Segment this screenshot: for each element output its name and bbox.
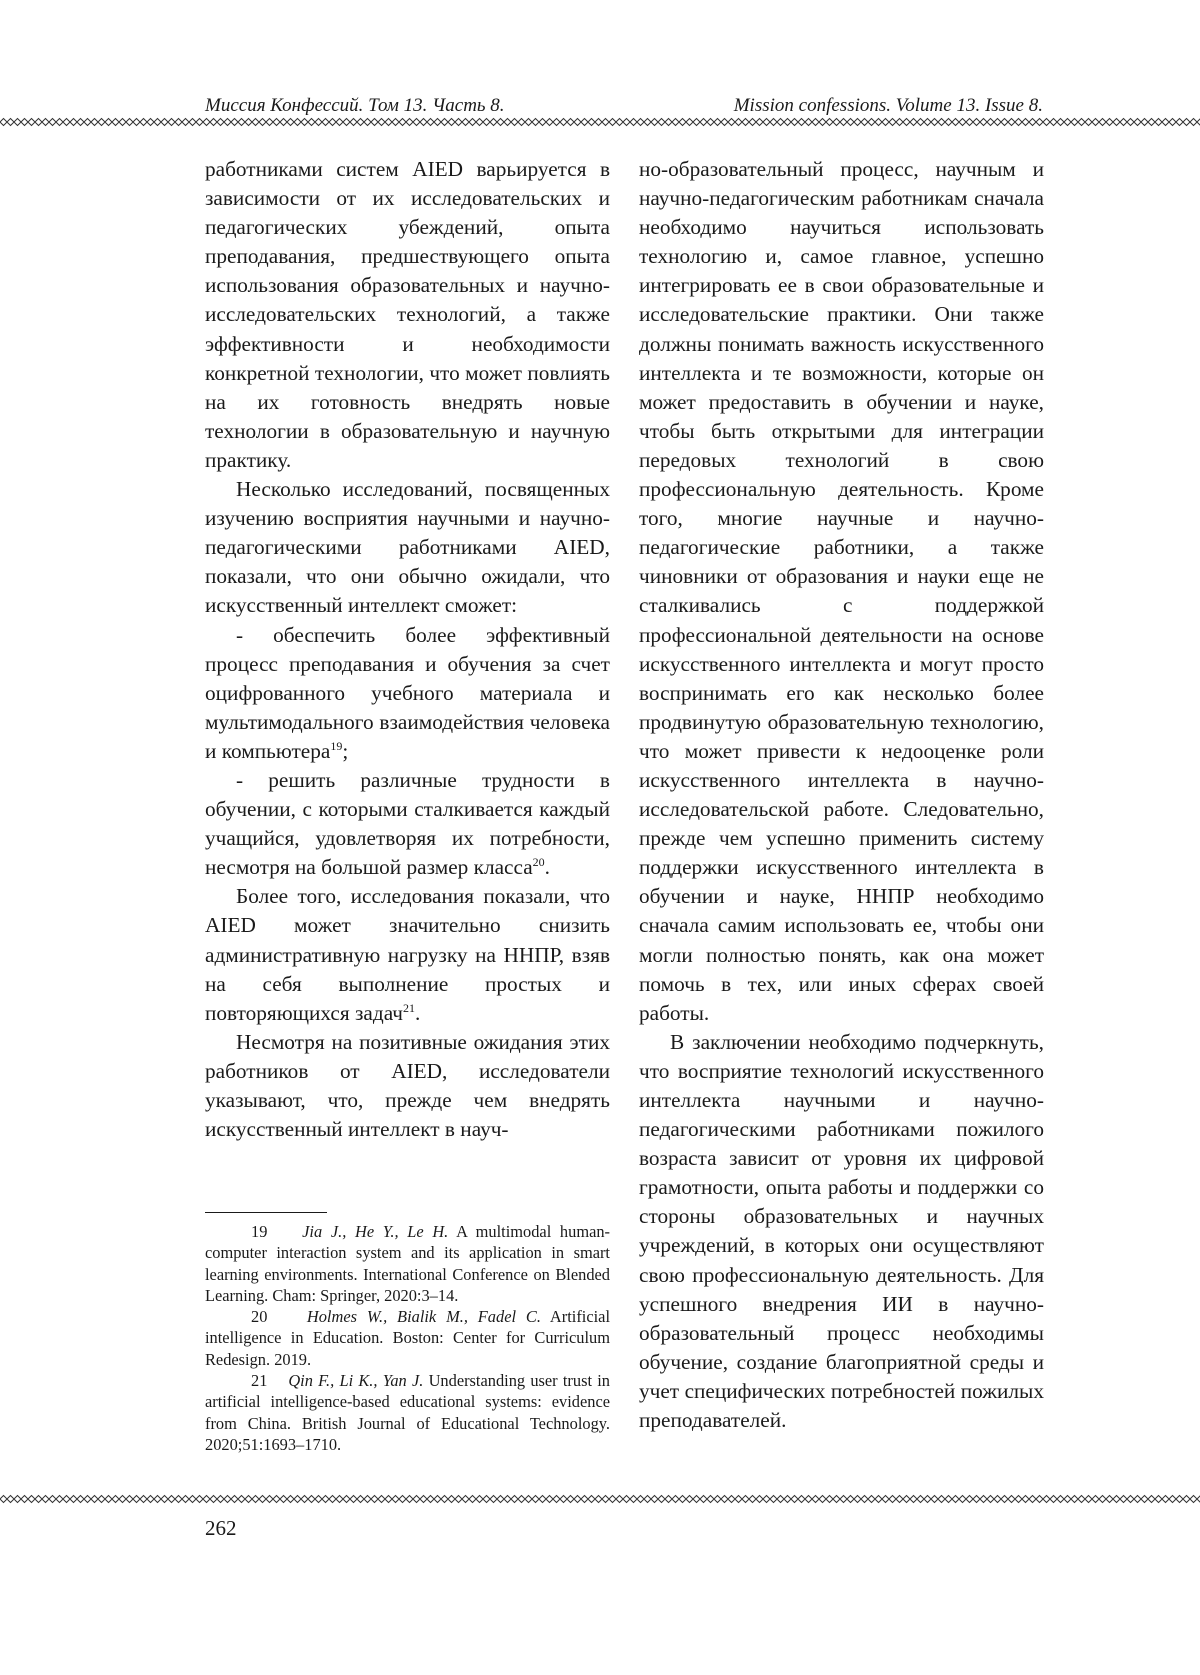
list-item: - решить различные трудности в обучении, с которыми сталкивается каждый учащийся, удовлетворяя их потребности, несмотря на большой размер класса$^{20}$. xyxy=(205,767,610,880)
footnotes xyxy=(205,1221,610,1455)
body-paragraph: но-образовательный процесс, научным и научно-педагогическим работникам сначала необходимо научиться использовать технологию и, самое главное, успешно интегрировать ее в свои образовательные и исследовательские практики. Они также должны понимать важность искусственного интеллекта и те возможности, которые он может предоставить в обучении и науке, чтобы быть открытыми для интеграции передовых технологий в свою профессиональную деятельность. Кроме того, многие научные и научно-педагогические работники, а также чиновники от образования и науки еще не сталкивались с поддержкой профессиональной деятельности на основе искусственного интеллекта и могут просто воспринимать его как несколько более продвинутую образовательную технологию, что может привести к недооценке роли искусственного интеллекта в научно-исследовательской работе. Следовательно, прежде чем успешно применить систему поддержки искусственного интеллекта в обучении и науке, ННПР необходимо сначала самим использовать ее, чтобы они могли полностью понять, как она может помочь в тех, или иных сферах своей работы. xyxy=(639,157,1044,1025)
page-number: 262 xyxy=(205,1516,237,1540)
body-paragraph: Более того, исследования показали, что AIED может значительно снизить административную нагрузку на ННПР, взяв на себя выполнение простых и повторяющихся задач$^{21}$. xyxy=(205,884,610,1025)
body-paragraph: работниками систем AIED варьируется в зависимости от их исследовательских и педагогических убеждений, опыта преподавания, предшествующего опыта использования образовательных и научно-исследовательских технологий, а также эффективности и необходимости конкретной технологии, что может повлиять на их готовность внедрять новые технологии в образовательную и научную практику. xyxy=(205,157,610,472)
header-ornament-rule xyxy=(0,117,1200,127)
right-text-column xyxy=(639,155,1044,1435)
running-header-journal-ru: Миссия Конфессий. Том 13. Часть 8. xyxy=(205,95,505,116)
body-paragraph: В заключении необходимо подчеркнуть, что восприятие технологий искусственного интеллекта научными и научно-педагогическими работниками пожилого возраста зависит от уровня их цифровой грамотности, опыта работы и поддержки со стороны образовательных и научных учреждений, в которых они осуществляют свою профессиональную деятельность. Для успешного внедрения ИИ в научно-образовательный процесс необходимы обучение, создание благоприятной среды и учет специфических потребностей пожилых преподавателей. xyxy=(639,1029,1044,1433)
footnote: 21 Qin F., Li K., Yan J. Understanding user trust in artificial intelligence-based educational systems: evidence from China. British Journal of Educational Technology. 2020;51:1693–1710. xyxy=(205,1371,610,1454)
left-text-column xyxy=(205,155,610,1144)
footnote-separator xyxy=(205,1212,327,1213)
body-paragraph: Несмотря на позитивные ожидания этих работников от AIED, исследователи указывают, что, прежде чем внедрять искусственный интеллект в науч- xyxy=(205,1029,610,1142)
list-item: - обеспечить более эффективный процесс преподавания и обучения за счет оцифрованного учебного материала и мультимодального взаимодействия человека и компьютера$^{19}$; xyxy=(205,622,610,763)
footer-ornament-rule xyxy=(0,1494,1200,1504)
footnote-ref: 19 xyxy=(330,738,343,753)
footnote: 19 Jia J., He Y., Le H. A multimodal human-computer interaction system and its application in smart learning environments. International Conference on Blended Learning. Cham: Springer, 2020:3–14. xyxy=(205,1222,610,1305)
footnote: 20 Holmes W., Bialik M., Fadel C. Artificial intelligence in Education. Boston: Center for Curriculum Redesign. 2019. xyxy=(205,1307,610,1369)
footnote-ref: 20 xyxy=(532,855,545,870)
running-header-journal-en: Mission confessions. Volume 13. Issue 8. xyxy=(733,95,1043,116)
footnote-ref: 21 xyxy=(403,1000,416,1015)
body-paragraph: Несколько исследований, посвященных изучению восприятия научными и научно-педагогическими работниками AIED, показали, что они обычно ожидали, что искусственный интеллект сможет: xyxy=(205,477,610,618)
